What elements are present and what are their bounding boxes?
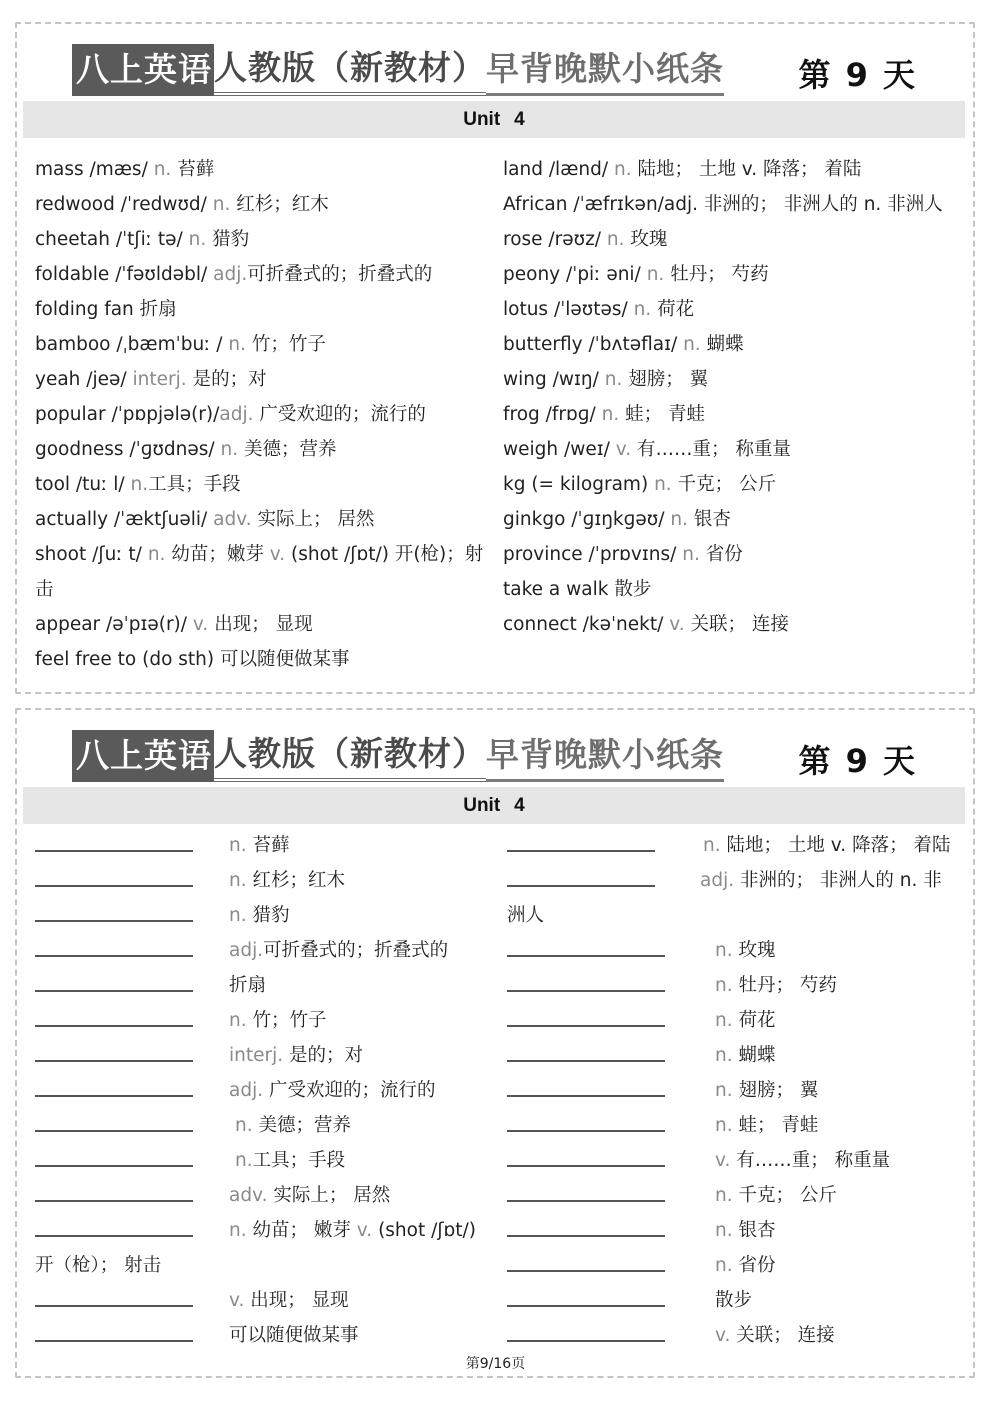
quiz-row: adj.可折叠式的；折叠式的 <box>35 933 505 968</box>
vocab-entry: appear /əˈpɪə(r)/ v. 出现； 显现 <box>35 614 313 635</box>
day-label: 第 9 天 <box>798 56 917 94</box>
vocab-entry: mass /mæs/ n. 苔藓 <box>35 159 215 180</box>
vocab-entry: popular /ˈpɒpjələ(r)/adj. 广受欢迎的；流行的 <box>35 404 426 425</box>
vocab-entry: cheetah /ˈtʃiː tə/ n. 猎豹 <box>35 229 250 250</box>
answer-blank[interactable] <box>507 1340 665 1342</box>
answer-blank[interactable] <box>35 920 193 922</box>
quiz-row: n. 蝴蝶 <box>507 1038 977 1073</box>
quiz-row: n. 荷花 <box>507 1003 977 1038</box>
answer-blank[interactable] <box>507 1060 665 1062</box>
answer-blank[interactable] <box>35 885 193 887</box>
vocab-entry: shoot /ʃuː t/ n. 幼苗；嫩芽 v. (shot /ʃɒt/) 开(枪)；射击 <box>35 544 484 600</box>
answer-blank[interactable] <box>35 1340 193 1342</box>
vocab-entry: ginkgo /ˈɡɪŋkɡəʊ/ n. 银杏 <box>503 509 731 530</box>
quiz-row: interj. 是的；对 <box>35 1038 505 1073</box>
answer-blank[interactable] <box>507 1095 665 1097</box>
answer-blank[interactable] <box>35 1235 193 1237</box>
vocab-entry: African /ˈæfrɪkən/adj. 非洲的； 非洲人的 n. 非洲人 <box>503 194 943 215</box>
vocab-entry: actually /ˈæktʃuəli/ adv. 实际上； 居然 <box>35 509 375 530</box>
quiz-row: n. 红杉；红木 <box>35 863 505 898</box>
quiz-row: 可以随便做某事 <box>35 1318 505 1353</box>
quiz-row: n. 陆地； 土地 v. 降落； 着陆 <box>507 828 977 863</box>
vocab-list-right <box>503 152 963 642</box>
answer-blank[interactable] <box>507 850 655 852</box>
answer-blank[interactable] <box>35 1095 193 1097</box>
quiz-row: n.工具；手段 <box>35 1143 505 1178</box>
quiz-row: adv. 实际上； 居然 <box>35 1178 505 1213</box>
quiz-row: adj. 非洲的； 非洲人的 n. 非 <box>507 863 977 898</box>
answer-blank[interactable] <box>507 1165 665 1167</box>
unit-word: Unit <box>463 794 501 816</box>
vocab-entry: province /ˈprɒvɪns/ n. 省份 <box>503 544 743 565</box>
answer-blank[interactable] <box>507 955 665 957</box>
vocab-entry: foldable /ˈfəʊldəbl/ adj.可折叠式的；折叠式的 <box>35 264 433 285</box>
vocab-entry: weigh /weɪ/ v. 有……重； 称重量 <box>503 439 791 460</box>
vocab-entry: take a walk 散步 <box>503 579 652 600</box>
title-highlight: 八上英语 <box>72 44 214 96</box>
unit-bar <box>23 101 965 138</box>
vocab-entry: goodness /ˈɡʊdnəs/ n. 美德；营养 <box>35 439 337 460</box>
unit-number: 4 <box>514 794 525 816</box>
answer-blank[interactable] <box>507 1235 665 1237</box>
answer-blank[interactable] <box>507 885 655 887</box>
answer-blank[interactable] <box>35 1060 193 1062</box>
quiz-row: adj. 广受欢迎的；流行的 <box>35 1073 505 1108</box>
answer-blank[interactable] <box>507 1200 665 1202</box>
quiz-row: v. 有……重； 称重量 <box>507 1143 977 1178</box>
answer-blank[interactable] <box>35 1165 193 1167</box>
unit-number: 4 <box>514 108 525 130</box>
unit-word: Unit <box>463 108 501 130</box>
vocab-entry: butterfly /ˈbʌtəflaɪ/ n. 蝴蝶 <box>503 334 744 355</box>
answer-blank[interactable] <box>35 1200 193 1202</box>
vocab-entry: connect /kəˈnekt/ v. 关联； 连接 <box>503 614 789 635</box>
answer-blank[interactable] <box>35 1025 193 1027</box>
study-card <box>15 22 975 694</box>
vocab-entry: frog /frɒɡ/ n. 蛙； 青蛙 <box>503 404 706 425</box>
quiz-row-continuation: 开（枪）； 射击 <box>35 1255 162 1276</box>
unit-bar <box>23 787 965 824</box>
vocab-entry: tool /tuː l/ n.工具；手段 <box>35 474 241 495</box>
vocab-entry: redwood /ˈredwʊd/ n. 红杉；红木 <box>35 194 329 215</box>
quiz-row: n. 猎豹 <box>35 898 505 933</box>
quiz-row-continuation: 洲人 <box>507 905 545 926</box>
quiz-row: n. 竹；竹子 <box>35 1003 505 1038</box>
answer-blank[interactable] <box>507 1270 665 1272</box>
vocab-entry: yeah /jeə/ interj. 是的；对 <box>35 369 267 390</box>
answer-blank[interactable] <box>507 1130 665 1132</box>
answer-blank[interactable] <box>507 1025 665 1027</box>
vocab-entry: bamboo /ˌbæmˈbuː / n. 竹；竹子 <box>35 334 326 355</box>
answer-blank[interactable] <box>35 955 193 957</box>
vocab-list-left <box>35 152 495 677</box>
quiz-list-right <box>507 828 977 1353</box>
quiz-row: n. 蛙； 青蛙 <box>507 1108 977 1143</box>
answer-blank[interactable] <box>35 1305 193 1307</box>
quiz-row: 折扇 <box>35 968 505 1003</box>
vocab-entry: feel free to (do sth) 可以随便做某事 <box>35 649 350 670</box>
title-main: 人教版（新教材） <box>214 732 486 782</box>
vocab-entry: land /lænd/ n. 陆地； 土地 v. 降落； 着陆 <box>503 159 862 180</box>
quiz-row: n. 幼苗； 嫩芽 v. (shot /ʃɒt/) <box>35 1213 505 1248</box>
vocab-entry: lotus /ˈləʊtəs/ n. 荷花 <box>503 299 695 320</box>
quiz-row: n. 牡丹； 芍药 <box>507 968 977 1003</box>
quiz-card <box>15 708 975 1378</box>
title-highlight: 八上英语 <box>72 730 214 782</box>
page-indicator: 第9/16页 <box>465 1356 526 1372</box>
quiz-row: n. 玫瑰 <box>507 933 977 968</box>
title-sub: 早背晚默小纸条 <box>486 47 724 96</box>
quiz-row: n. 翅膀； 翼 <box>507 1073 977 1108</box>
quiz-row: n. 银杏 <box>507 1213 977 1248</box>
vocab-entry: folding fan 折扇 <box>35 299 177 320</box>
answer-blank[interactable] <box>507 1305 665 1307</box>
vocab-entry: rose /rəʊz/ n. 玫瑰 <box>503 229 668 250</box>
quiz-list-left <box>35 828 505 1353</box>
vocab-entry: kg (= kilogram) n. 千克； 公斤 <box>503 474 776 495</box>
quiz-row: n. 千克； 公斤 <box>507 1178 977 1213</box>
answer-blank[interactable] <box>507 990 665 992</box>
quiz-row: v. 关联； 连接 <box>507 1318 977 1353</box>
quiz-row: n. 省份 <box>507 1248 977 1283</box>
vocab-entry: wing /wɪŋ/ n. 翅膀； 翼 <box>503 369 709 390</box>
quiz-row: v. 出现； 显现 <box>35 1283 505 1318</box>
day-label: 第 9 天 <box>798 742 917 780</box>
quiz-row: 散步 <box>507 1283 977 1318</box>
title-sub: 早背晚默小纸条 <box>486 733 724 782</box>
answer-blank[interactable] <box>35 990 193 992</box>
answer-blank[interactable] <box>35 1130 193 1132</box>
quiz-row: n. 苔藓 <box>35 828 505 863</box>
vocab-entry: peony /ˈpiː əni/ n. 牡丹； 芍药 <box>503 264 769 285</box>
answer-blank[interactable] <box>35 850 193 852</box>
title-main: 人教版（新教材） <box>214 46 486 96</box>
quiz-row: n. 美德；营养 <box>35 1108 505 1143</box>
